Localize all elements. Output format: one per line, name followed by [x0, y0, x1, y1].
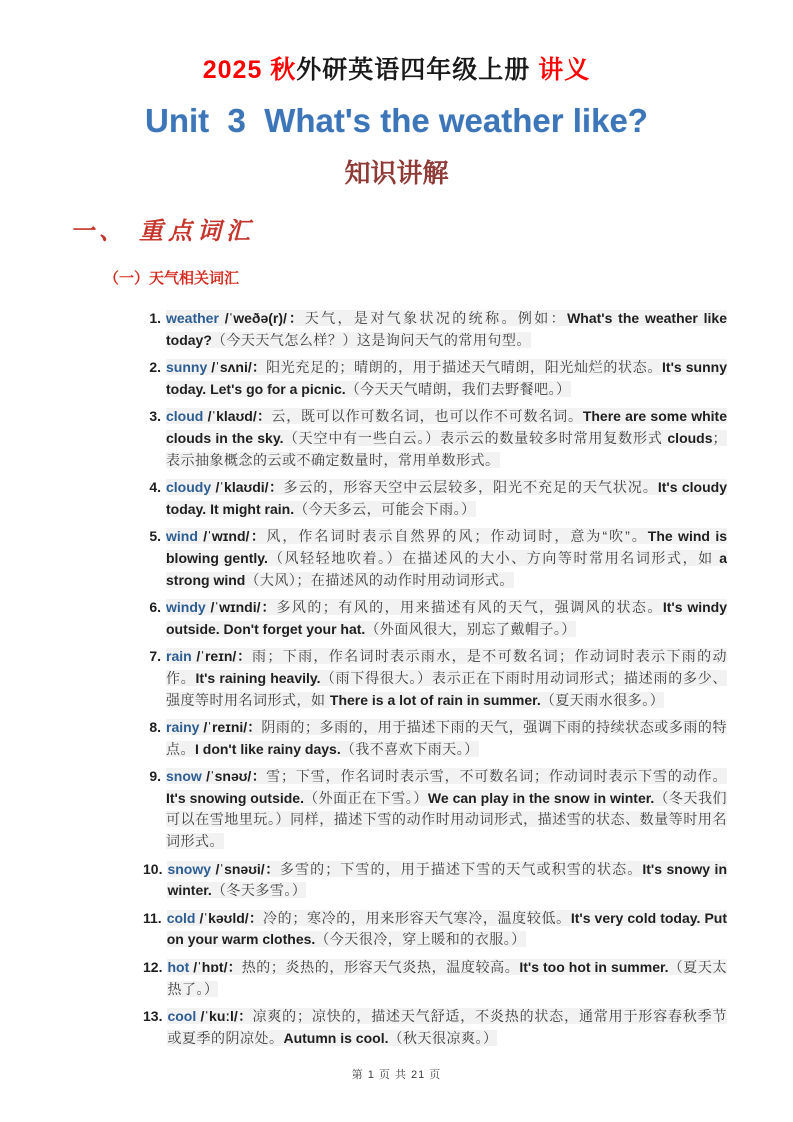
english-example: a strong wind [166, 549, 727, 588]
english-example: We can play in the snow in winter. [427, 789, 655, 806]
item-text [167, 957, 727, 1000]
chinese-text: （冬天多雪。） [211, 882, 307, 899]
vocab-word: windy [166, 599, 211, 616]
vocab-ipa: /ˈwɪnd/： [203, 528, 267, 545]
item-text [167, 908, 727, 951]
chinese-text: （外面正在下雪。） [303, 789, 428, 806]
vocab-item [143, 477, 727, 520]
english-example: It's snowing outside. [166, 789, 304, 806]
chinese-text: 天气，是对气象状况的统称。例如： [304, 310, 568, 326]
vocab-item [143, 308, 727, 351]
vocab-word: hot [167, 959, 194, 976]
item-number: 10. [143, 860, 163, 877]
doc-title-suffix: 讲义 [530, 56, 591, 84]
chinese-text: 雪；下雪，作名词时表示雪，不可数名词；作动词时表示下雪的动作。 [266, 768, 728, 785]
item-text [166, 477, 727, 520]
item-number: 2. [149, 359, 161, 376]
vocab-word: snowy [167, 860, 216, 877]
vocab-ipa: /ˈkəʊld/： [199, 909, 263, 926]
vocab-word: cold [166, 909, 200, 926]
english-example: It's cloudy today. It might rain. [166, 479, 727, 517]
chinese-text: （今天多云，可能会下雨。） [294, 500, 476, 517]
vocab-ipa: /ˈreɪn/： [196, 648, 253, 665]
chinese-text: （夏天太热了。） [167, 959, 728, 997]
chinese-text: 风，作名词时表示自然界的风；作动词时，意为“吹”。 [266, 528, 648, 545]
chinese-text: （今天天气怎么样？）这是询问天气的常用句型。 [211, 331, 531, 348]
chinese-text: （秋天很凉爽。） [388, 1029, 498, 1046]
vocab-item [143, 646, 727, 711]
vocab-word: sunny [166, 359, 212, 376]
chinese-text: （大风）；在描述风的动作时用动词形式。 [245, 571, 514, 588]
vocab-word: weather [166, 310, 225, 326]
chinese-text: （今天天气晴朗，我们去野餐吧。） [345, 380, 571, 397]
english-example: There are some white clouds in the sky. [166, 408, 727, 446]
vocab-ipa: /ˈwɪndi/： [210, 599, 277, 616]
vocab-item [143, 597, 727, 640]
english-example: What's the weather like today? [166, 310, 728, 348]
vocab-item [143, 526, 727, 591]
chinese-text: （冬天我们可以在雪地里玩。）同样，描述下雪的动作时用动词形式，描述雪的状态、数量等时用名词形式。 [166, 789, 728, 850]
item-text [166, 766, 727, 852]
item-number: 5. [149, 528, 161, 545]
item-number: 4. [149, 479, 161, 496]
item-text [166, 406, 727, 471]
chinese-text: （雨下得很大。）表示正在下雨时用动词形式；描述雨的多少、强度等时用名词形式，如 [166, 669, 728, 708]
vocab-word: rainy [166, 719, 204, 736]
vocab-ipa: /ˈweðə(r)/： [224, 310, 305, 326]
english-example: I don't like rainy days. [195, 740, 341, 757]
chinese-text: ；表示抽象概念的云或不确定数量时，常用单数形式。 [166, 429, 728, 468]
vocab-ipa: /ˈklaʊd/： [207, 408, 272, 425]
page-number: 第 1 页 共 21 页 [351, 1069, 442, 1081]
page-footer [0, 1066, 793, 1082]
vocab-ipa: /ˈsʌni/： [211, 359, 267, 376]
vocab-word: cool [167, 1008, 201, 1025]
chinese-text: 多云的，形容天空中云层较多，阳光不充足的天气状况。 [283, 479, 658, 496]
chinese-text: 多雪的；下雪的，用于描述下雪的天气或积雪的状态。 [279, 860, 643, 877]
chinese-text: （我不喜欢下雨天。） [340, 740, 479, 757]
chinese-text: 多风的；有风的，用来描述有风的天气，强调风的状态。 [276, 599, 663, 616]
doc-title [0, 0, 793, 86]
item-number: 11. [143, 909, 162, 926]
vocab-ipa: /ˈsnəʊ/： [206, 768, 267, 785]
vocab-item [143, 357, 727, 400]
english-example: clouds [667, 429, 713, 446]
english-example: It's snowy in winter. [167, 860, 728, 899]
vocab-item [143, 406, 727, 471]
item-text [166, 717, 727, 760]
vocab-item [143, 717, 727, 760]
vocab-ipa: /ˈreɪni/： [203, 719, 262, 736]
english-example: It's very cold today. Put on your warm clothes. [166, 909, 727, 948]
chinese-text: （今天很冷，穿上暖和的衣服。） [315, 931, 526, 948]
vocab-word: cloud [166, 408, 208, 425]
vocab-word: cloudy [166, 479, 216, 496]
chinese-text: 阳光充足的；晴朗的，用于描述天气晴朗，阳光灿烂的状态。 [266, 359, 663, 376]
item-text [166, 526, 727, 591]
unit-title: Unit 3 What's the weather like? [145, 102, 648, 139]
section-title: 知识讲解 [344, 159, 449, 188]
key-vocab-heading: 一、 重点词汇 [70, 219, 255, 245]
item-text [166, 646, 727, 711]
item-number: 8. [149, 719, 161, 736]
english-example: It's windy outside. Don't forget your hat. [166, 599, 728, 637]
chinese-text: （夏天雨水很多。） [540, 691, 665, 708]
chinese-text: 凉爽的；凉快的，描述天气舒适，不炎热的状态，通常用于形容春秋季节或夏季的阴凉处。 [167, 1008, 727, 1046]
item-number: 13. [143, 1008, 163, 1025]
vocab-item [143, 908, 727, 951]
chinese-text: 冷的；寒冷的，用来形容天气寒冷，温度较低。 [263, 909, 571, 926]
chinese-text: 雨；下雨，作名词时表示雨水，是不可数名词；作动词时表示下雨的动作。 [166, 648, 727, 686]
english-example: Autumn is cool. [283, 1029, 389, 1046]
vocab-item [143, 859, 727, 902]
vocab-ipa: /ˈhɒt/： [193, 959, 242, 976]
vocab-word: wind [166, 528, 204, 545]
english-example: It's raining heavily. [195, 669, 321, 686]
item-text [166, 357, 727, 400]
item-number: 12. [143, 959, 163, 976]
chinese-text: （风轻轻地吹着。）在描述风的大小、方向等时常用名词形式，如 [267, 549, 720, 566]
english-example: The wind is blowing gently. [166, 528, 728, 566]
vocab-ipa: /ˈklaʊdi/： [215, 479, 284, 496]
item-number: 9. [149, 768, 161, 785]
vocab-list [143, 308, 727, 1049]
vocab-item [143, 766, 727, 852]
item-text [167, 859, 727, 902]
item-number: 7. [149, 648, 161, 665]
chinese-text: 云，既可以作可数名词，也可以作不可数名词。 [271, 408, 583, 425]
vocab-ipa: /ˈsnəʊi/： [215, 860, 280, 877]
vocab-word: snow [166, 768, 207, 785]
english-example: It's too hot in summer. [519, 959, 669, 976]
weather-vocab-subheading: （一）天气相关词汇 [104, 270, 240, 287]
english-example: There is a lot of rain in summer. [329, 691, 541, 708]
vocab-ipa: /ˈkuːl/： [200, 1008, 253, 1025]
item-text [167, 1006, 727, 1049]
chinese-text: （外面风很大，别忘了戴帽子。） [365, 620, 576, 637]
chinese-text: 热的；炎热的，形容天气炎热，温度较高。 [241, 959, 520, 976]
vocab-item [143, 957, 727, 1000]
chinese-text: （天空中有一些白云。）表示云的数量较多时常用复数形式 [283, 429, 668, 446]
item-number: 1. [149, 310, 161, 326]
chinese-text: 阴雨的；多雨的，用于描述下雨的天气，强调下雨的持续状态或多雨的特点。 [166, 719, 727, 757]
english-example: It's sunny today. Let's go for a picnic. [166, 359, 727, 397]
vocab-word: rain [166, 648, 197, 665]
item-text [166, 308, 727, 351]
item-text [166, 597, 727, 640]
vocab-item [143, 1006, 727, 1049]
doc-title-year: 2025 秋 [202, 56, 297, 84]
item-number: 3. [149, 408, 161, 425]
doc-title-course: 外研英语四年级上册 [296, 56, 531, 84]
item-number: 6. [149, 599, 161, 616]
